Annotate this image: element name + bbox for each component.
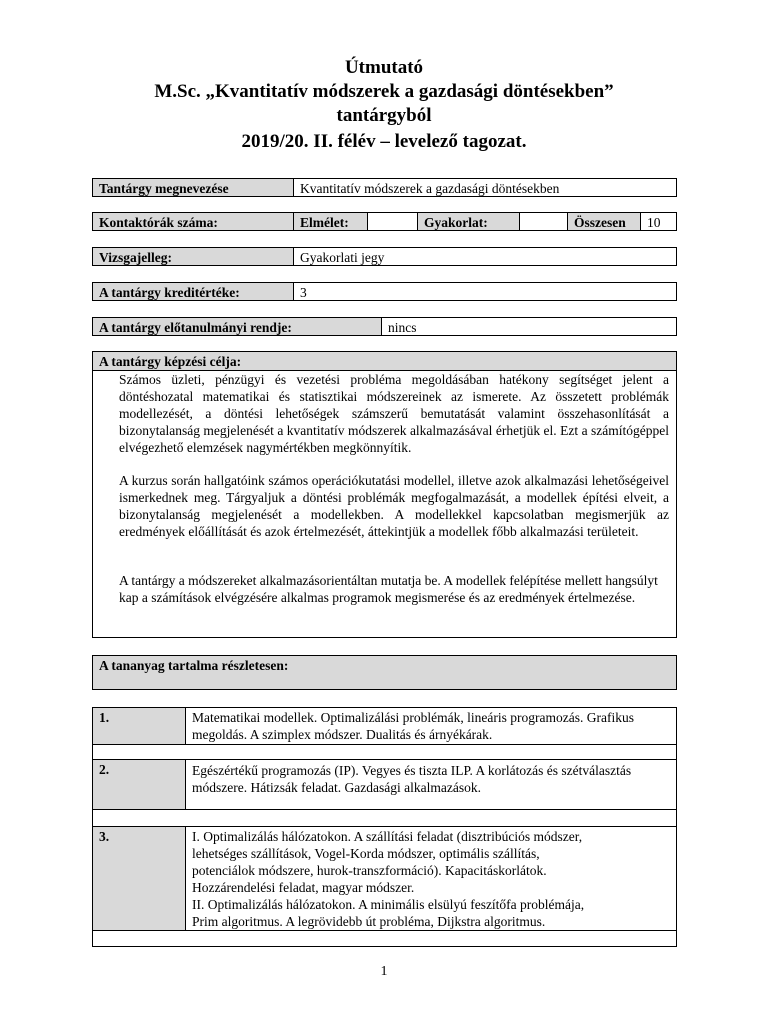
contact-hours-row — [92, 212, 677, 231]
semester-line: 2019/20. II. félév – levelező tagozat. — [241, 131, 527, 152]
practice-value — [519, 213, 567, 230]
goal-section — [92, 351, 677, 638]
topic-3-line: II. Optimalizálás hálózatokon. A minimális elsülyú feszítőfa problémája, — [192, 897, 585, 912]
exam-label: Vizsgajelleg: — [93, 248, 293, 265]
subject-label: Tantárgy megnevezése — [93, 179, 293, 196]
topic-number-3: 3. — [93, 827, 185, 930]
topic-3-line: Hozzárendelési feladat, magyar módszer. — [192, 880, 415, 895]
total-label: Összesen — [567, 213, 640, 230]
doc-title: Útmutató — [344, 57, 424, 78]
theory-label: Elmélet: — [293, 213, 367, 230]
topic-number-2: 2. — [93, 760, 185, 809]
topic-3-line: Prim algoritmus. A legrövidebb út probléma, Dijkstra algoritmus. — [192, 914, 546, 929]
prereq-label: A tantárgy előtanulmányi rendje: — [93, 318, 381, 335]
topic-3-line: I. Optimalizálás hálózatokon. A szállítási feladat (disztribúciós módszer, — [192, 829, 583, 844]
topic-text-1: Matematikai modellek. Optimalizálási problémák, lineáris programozás. Grafikus megoldás. A szimplex módszer. Dualitás és árnyékárak. — [185, 708, 676, 744]
content-header — [92, 655, 677, 690]
content-label: A tananyag tartalma részletesen: — [99, 658, 289, 673]
subject-row — [92, 178, 677, 197]
practice-label: Gyakorlat: — [417, 213, 519, 230]
topic-text-3 — [185, 827, 676, 930]
row-separator — [93, 809, 676, 810]
credit-value: 3 — [293, 283, 676, 300]
title-suffix: tantárgyból — [336, 105, 432, 126]
theory-value — [367, 213, 417, 230]
exam-value: Gyakorlati jegy — [293, 248, 676, 265]
topic-3-line: potenciálok módszere, hurok-transzformáció). Kapacitáskorlátok. — [192, 863, 547, 878]
contact-label: Kontaktórák száma: — [93, 213, 293, 230]
goal-header — [93, 352, 676, 371]
topics-table — [92, 707, 677, 947]
exam-type-row — [92, 247, 677, 266]
goal-label: A tantárgy képzési célja: — [99, 354, 242, 369]
topic-3-line: lehetséges szállítások, Vogel-Korda módszer, optimális szállítás, — [192, 846, 540, 861]
prerequisites-row — [92, 317, 677, 336]
prereq-value: nincs — [381, 318, 676, 335]
topic-text-2: Egészértékű programozás (IP). Vegyes és tiszta ILP. A korlátozás és szétválasztás módszere. Hátizsák feladat. Gazdasági alkalmazások. — [185, 760, 676, 809]
total-value: 10 — [640, 213, 676, 230]
goal-paragraph-1: Számos üzleti, pénzügyi és vezetési probléma megoldásában hatékony segítséget jelent a döntéshozatal matematikai és statisztikai módszereinek az ismerete. Az összetett problémák modellezését, a döntési lehetőségek számszerű bemutatását valamint összehasonlítását a bizonytalanság megjelenését a kvantitatív módszerek alkalmazásával érhetjük el. Ezt a számítógéppel elvégezhető elemzések nagymértékben megkönnyítik. — [119, 372, 669, 455]
row-separator — [93, 930, 676, 931]
goal-paragraph-2: A kurzus során hallgatóink számos operációkutatási modellel, illetve azok alkalmazási lehetőségeivel ismerkednek meg. Tárgyaljuk a döntési problémák megfogalmazását, a modellek építési elveit, a bizonytalanság megjelenését a modellekben. A modellekkel kapcsolatban megismerjük az eredmények előállítását és azok értelmezését, áttekintjük a modellek főbb alkalmazási területeit. — [119, 473, 669, 539]
course-name: M.Sc. „Kvantitatív módszerek a gazdasági döntésekben” — [154, 81, 614, 102]
row-separator — [93, 744, 676, 745]
subject-value: Kvantitatív módszerek a gazdasági döntésekben — [293, 179, 676, 196]
credit-label: A tantárgy kreditértéke: — [93, 283, 293, 300]
goal-paragraph-3: A tantárgy a módszereket alkalmazásorientáltan mutatja be. A modellek felépítése mellett hangsúlyt kap a számítások elvégzésére alkalmas programok megismerése és az eredmények értelmezése. — [119, 573, 658, 605]
credit-row — [92, 282, 677, 301]
page-number: 1 — [380, 964, 388, 979]
topic-number-1: 1. — [93, 708, 185, 744]
